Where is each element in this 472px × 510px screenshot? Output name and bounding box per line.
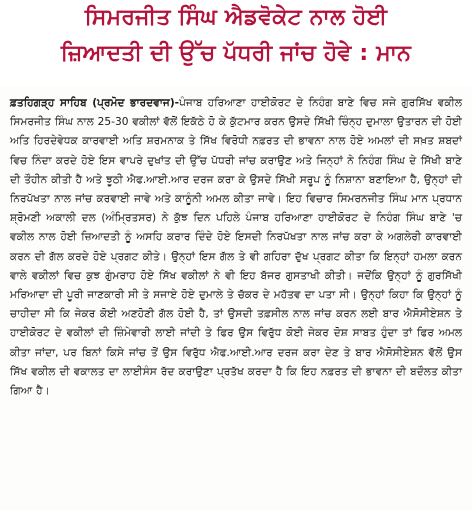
headline-line-2: ਜ਼ਿਆਦਤੀ ਦੀ ਉੱਚ ਪੱਧਰੀ ਜਾਂਚ ਹੋਵੇ : ਮਾਨ — [60, 41, 412, 66]
dateline: ਫ਼ਤਹਿਗੜ੍ਹ ਸਾਹਿਬ (ਪ੍ਰਮੋਦ ਭਾਰਦਵਾਜ)- — [10, 97, 180, 109]
article-paragraph — [10, 94, 462, 401]
article-body-text: ਪੰਜਾਬ ਹਰਿਆਣਾ ਹਾਈਕੋਰਟ ਦੇ ਨਿਹੰਗ ਬਾਣੇ ਵਿਚ ਸਜੇ ਗੁਰਸਿੱਖ ਵਕੀਲ ਸਿਮਰਜੀਤ ਸਿੰਘ ਨਾਲ 25-30 ਵਕੀਲਾਂ ਵੱਲੋਂ ਇਕੱਠੇ ਹੋ ਕੇ ਕੁੱਟਮਾਰ ਕਰਨ ਉਸਦੇ ਸਿੱਖੀ ਚਿੰਨ੍ਹ ਦੁਮਾਲਾ ਉਤਾਰਨ ਦੀ ਹੋਈ ਅਤਿ ਹਿਰਦੇਵੇਧਕ ਕਾਰਵਾਈ ਅਤਿ ਸ਼ਰਮਨਾਕ ਤੇ ਸਿੱਖ ਵਿਰੋਧੀ ਨਫ਼ਰਤ ਦੀ ਭਾਵਨਾ ਨਾਲ ਹੋਏ ਅਮਲਾਂ ਦੀ ਸਖ਼ਤ ਸ਼ਬਦਾਂ ਵਿਚ ਨਿੰਦਾ ਕਰਦੇ ਹੋਏ ਇਸ ਵਾਪਰੇ ਦੁਖਾਂਤ ਦੀ ਉੱਚ ਪੱਧਰੀ ਜਾਂਚ ਕਰਾਉਣ ਅਤੇ ਜਿਨ੍ਹਾਂ ਨੇ ਨਿਹੰਗ ਸਿੰਘ ਦੇ ਸਿੱਖੀ ਬਾਣੇ ਦੀ ਤੌਹੀਨ ਕੀਤੀ ਹੈ ਅਤੇ ਝੂਠੀ ਐਫ.ਆਈ.ਆਰ ਦਰਜ ਕਰਾ ਕੇ ਉਸਦੇ ਸਿੱਖੀ ਸਰੂਪ ਨੂੰ ਨਿਸ਼ਾਨਾ ਬਣਾਇਆ ਹੈ, ਉਨ੍ਹਾਂ ਦੀ ਨਿਰਪੱਖਤਾ ਨਾਲ ਜਾਂਚ ਕਰਵਾਈ ਜਾਵੇ ਅਤੇ ਕਾਨੂੰਨੀ ਅਮਲ ਕੀਤਾ ਜਾਵੇ। ਇਹ ਵਿਚਾਰ ਸਿਮਰਨਜੀਤ ਸਿੰਘ ਮਾਨ ਪ੍ਰਧਾਨ ਸ਼੍ਰੋਮਣੀ ਅਕਾਲੀ ਦਲ (ਅੰਮ੍ਰਿਤਸਰ) ਨੇ ਕੁੱਝ ਦਿਨ ਪਹਿਲੇ ਪੰਜਾਬ ਹਰਿਆਣਾ ਹਾਈਕੋਰਟ ਦੇ ਨਿਹੰਗ ਸਿੰਘ ਬਾਣੇ 'ਚ ਵਕੀਲ ਨਾਲ ਹੋਈ ਜ਼ਿਆਦਤੀ ਨੂੰ ਅਸਹਿ ਕਰਾਰ ਦਿੰਦੇ ਹੋਏ ਇਸਦੀ ਨਿਰਪੱਖਤਾ ਨਾਲ ਜਾਂਚ ਕਰਾ ਕੇ ਅਗਲੇਰੀ ਕਾਰਵਾਈ ਕਰਨ ਦੀ ਗੱਲ ਕਰਦੇ ਹੋਏ ਪ੍ਰਗਟ ਕੀਤੇ। ਉਨ੍ਹਾਂ ਇਸ ਗੱਲ ਤੇ ਵੀ ਗਹਿਰਾ ਦੁੱਖ ਪ੍ਰਗਟ ਕੀਤਾ ਕਿ ਇਨ੍ਹਾਂ ਹਮਲਾ ਕਰਨ ਵਾਲੇ ਵਕੀਲਾਂ ਵਿਚ ਕੁਝ ਗੁੰਮਰਾਹ ਹੋਏ ਸਿੱਖ ਵਕੀਲਾਂ ਨੇ ਵੀ ਇਹ ਬੱਜਰ ਗੁਸਤਾਖੀ ਕੀਤੀ। ਜਦੋਂਕਿ ਉਨ੍ਹਾਂ ਨੂੰ ਗੁਰਸਿੱਖੀ ਮਰਿਆਦਾ ਦੀ ਪੂਰੀ ਜਾਣਕਾਰੀ ਸੀ ਤੇ ਸਜਾਏ ਹੋਏ ਦੁਮਾਲੇ ਤੇ ਚੱਕਰ ਦੇ ਮਹੱਤਵ ਦਾ ਪਤਾ ਸੀ। ਉਨ੍ਹਾਂ ਕਿਹਾ ਕਿ ਉਨ੍ਹਾਂ ਨੂੰ ਚਾਹੀਦਾ ਸੀ ਕਿ ਜੇਕਰ ਕੋਈ ਅਣਹੋਣੀ ਗੱਲ ਹੋਈ ਹੈ, ਤਾਂ ਉਸਦੀ ਤਫ਼ਸੀਲ ਨਾਲ ਜਾਂਚ ਕਰਨ ਲਈ ਬਾਰ ਐਸੋਸੀਏਸ਼ਨ ਤੇ ਹਾਈਕੋਰਟ ਦੇ ਵਕੀਲਾਂ ਦੀ ਜ਼ਿੰਮੇਵਾਰੀ ਲਾਈ ਜਾਂਦੀ ਤੇ ਫਿਰ ਉਸ ਵਿਰੁੱਧ ਕੋਈ ਜੇਕਰ ਦੋਸ਼ ਸਾਬਤ ਹੁੰਦਾ ਤਾਂ ਫਿਰ ਅਮਲ ਕੀਤਾ ਜਾਂਦਾ, ਪਰ ਬਿਨਾਂ ਕਿਸੇ ਜਾਂਚ ਤੋਂ ਉਸ ਵਿਰੁੱਧ ਐਫ.ਆਈ.ਆਰ ਦਰਜ ਕਰਾ ਦੇਣ ਤੇ ਬਾਰ ਐਸੋਸੀਏਸ਼ਨ ਵੱਲੋਂ ਉਸ ਸਿੱਖ ਵਕੀਲ ਦੀ ਵਕਾਲਤ ਦਾ ਲਾਈਸੰਸ ਰੱਦ ਕਰਾਉਣਾ ਪ੍ਰਤੱਖ ਕਰਦਾ ਹੈ ਕਿ ਇਹ ਨਫ਼ਰਤ ਦੀ ਭਾਵਨਾ ਦੀ ਬਦੌਲਤ ਕੀਤਾ ਗਿਆ ਹੈ। — [10, 97, 463, 398]
headline-line-1: ਸਿਮਰਜੀਤ ਸਿੰਘ ਐਡਵੋਕੇਟ ਨਾਲ ਹੋਈ — [84, 5, 388, 30]
headline-band — [0, 0, 472, 86]
article-body — [10, 94, 462, 401]
